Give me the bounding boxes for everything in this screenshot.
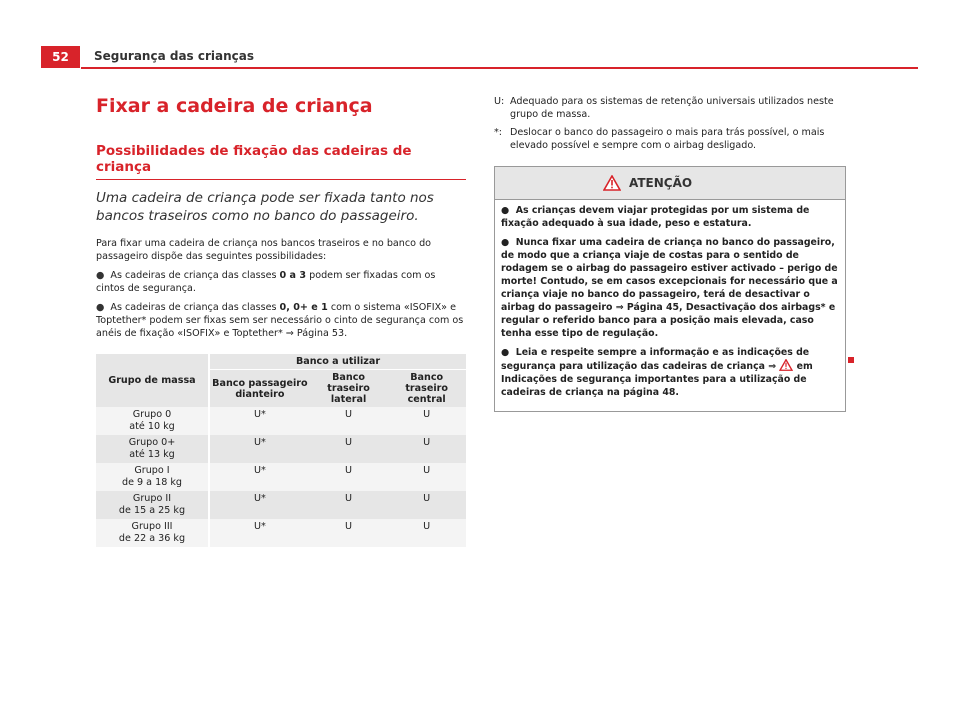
bullet-bold: 0 a 3: [279, 270, 307, 281]
left-column: [96, 95, 466, 547]
bullet-bold: 0, 0+ e 1: [279, 302, 328, 313]
bullet-item: [96, 301, 466, 340]
bullet-dot-icon: ●: [501, 205, 516, 216]
bullet-item: [96, 269, 466, 295]
group-cell: Grupo I de 9 a 18 kg: [96, 463, 209, 491]
legend-item: [494, 126, 846, 152]
value-cell: U: [387, 491, 466, 519]
value-cell: U: [387, 463, 466, 491]
intro-text: Uma cadeira de criança pode ser fixada tanto nos bancos traseiros como no banco do passageiro.: [96, 190, 434, 224]
value-cell: U*: [209, 491, 310, 519]
legend-key: U:: [494, 96, 505, 107]
bullet-dot-icon: ●: [96, 302, 105, 313]
bullet-dot-icon: ●: [96, 270, 105, 281]
child-seat-table: [96, 354, 466, 547]
seat-header: Banco a utilizar: [209, 354, 466, 370]
bullet-dot-icon: ●: [501, 347, 516, 358]
sub-header: Banco passageiro dianteiro: [209, 370, 310, 408]
legend-text: Deslocar o banco do passageiro o mais para trás possível, o mais elevado possível e sempre com o airbag desligado.: [510, 127, 825, 151]
value-cell: U*: [209, 407, 310, 435]
warning-item: ● As crianças devem viajar protegidas por um sistema de fixação adequado à sua idade, peso e estatura.: [501, 205, 810, 229]
bullet-text: podem ser fixadas com os cintos de segurança.: [96, 270, 436, 294]
value-cell: U: [387, 435, 466, 463]
value-cell: U: [310, 519, 388, 547]
section-heading: Fixar a cadeira de criança: [96, 95, 373, 117]
value-cell: U*: [209, 435, 310, 463]
table-row: [96, 435, 466, 463]
value-cell: U: [310, 463, 388, 491]
section-end-marker: [848, 357, 854, 363]
legend-key: *:: [494, 127, 503, 138]
value-cell: U: [310, 407, 388, 435]
page-number: 52: [41, 46, 80, 68]
warning-item: ● Leia e respeite sempre a informação e as indicações de segurança para utilização das cadeiras de criança ⇒ em Indicações de segurança importantes para a utilização de cadeiras de criança na página 48.: [501, 347, 813, 398]
group-cell: Grupo II de 15 a 25 kg: [96, 491, 209, 519]
group-header: Grupo de massa: [96, 354, 209, 407]
warning-box: [494, 166, 846, 412]
legend-item: [494, 95, 846, 121]
table-row: [96, 463, 466, 491]
table-legend: [494, 95, 846, 152]
bullet-text: com o sistema «ISOFIX» e Toptether* podem ser fixas sem ser necessário o cinto de segurança com os anéis de fixação «ISOFIX» e Toptether* ⇒ Página 53.: [96, 302, 464, 339]
group-cell: Grupo 0 até 10 kg: [96, 407, 209, 435]
chapter-title: Segurança das crianças: [94, 49, 255, 63]
warning-triangle-icon: [779, 359, 793, 371]
warning-body: [495, 200, 845, 411]
warning-title: ATENÇÃO: [629, 176, 693, 190]
bullet-text: As cadeiras de criança das classes: [110, 270, 280, 281]
value-cell: U: [387, 519, 466, 547]
value-cell: U: [310, 435, 388, 463]
bullet-text: As cadeiras de criança das classes: [110, 302, 280, 313]
group-cell: Grupo III de 22 a 36 kg: [96, 519, 209, 547]
section-subheading: Possibilidades de fixação das cadeiras de criança: [96, 143, 466, 180]
table-row: [96, 491, 466, 519]
sub-header: Banco traseiro central: [387, 370, 466, 408]
table-row: [96, 407, 466, 435]
legend-text: Adequado para os sistemas de retenção universais utilizados neste grupo de massa.: [510, 96, 834, 120]
header-rule: [81, 67, 918, 69]
value-cell: U*: [209, 463, 310, 491]
value-cell: U: [310, 491, 388, 519]
body-paragraph: Para fixar uma cadeira de criança nos bancos traseiros e no banco do passageiro dispõe das seguintes possibilidades:: [96, 238, 432, 262]
warning-item: ● Nunca fixar uma cadeira de criança no banco do passageiro, de modo que a criança viaje de costas para o sentido de rodagem se o airbag do passageiro estiver activado – perigo de morte! Contudo, se em casos excepcionais for necessário que a criança viaje no banco do passageiro, terá de desactivar o airbag do passageiro ⇒ Página 45, Desactivação dos airbags* e regular o referido banco para a posição mais elevada, caso tenha esse tipo de regulação.: [501, 237, 838, 339]
group-cell: Grupo 0+ até 13 kg: [96, 435, 209, 463]
sub-header: Banco traseiro lateral: [310, 370, 388, 408]
value-cell: U*: [209, 519, 310, 547]
bullet-dot-icon: ●: [501, 237, 516, 248]
warning-header: [495, 167, 845, 200]
warning-triangle-icon: [603, 175, 621, 191]
value-cell: U: [387, 407, 466, 435]
table-row: [96, 519, 466, 547]
right-column: [494, 95, 846, 412]
